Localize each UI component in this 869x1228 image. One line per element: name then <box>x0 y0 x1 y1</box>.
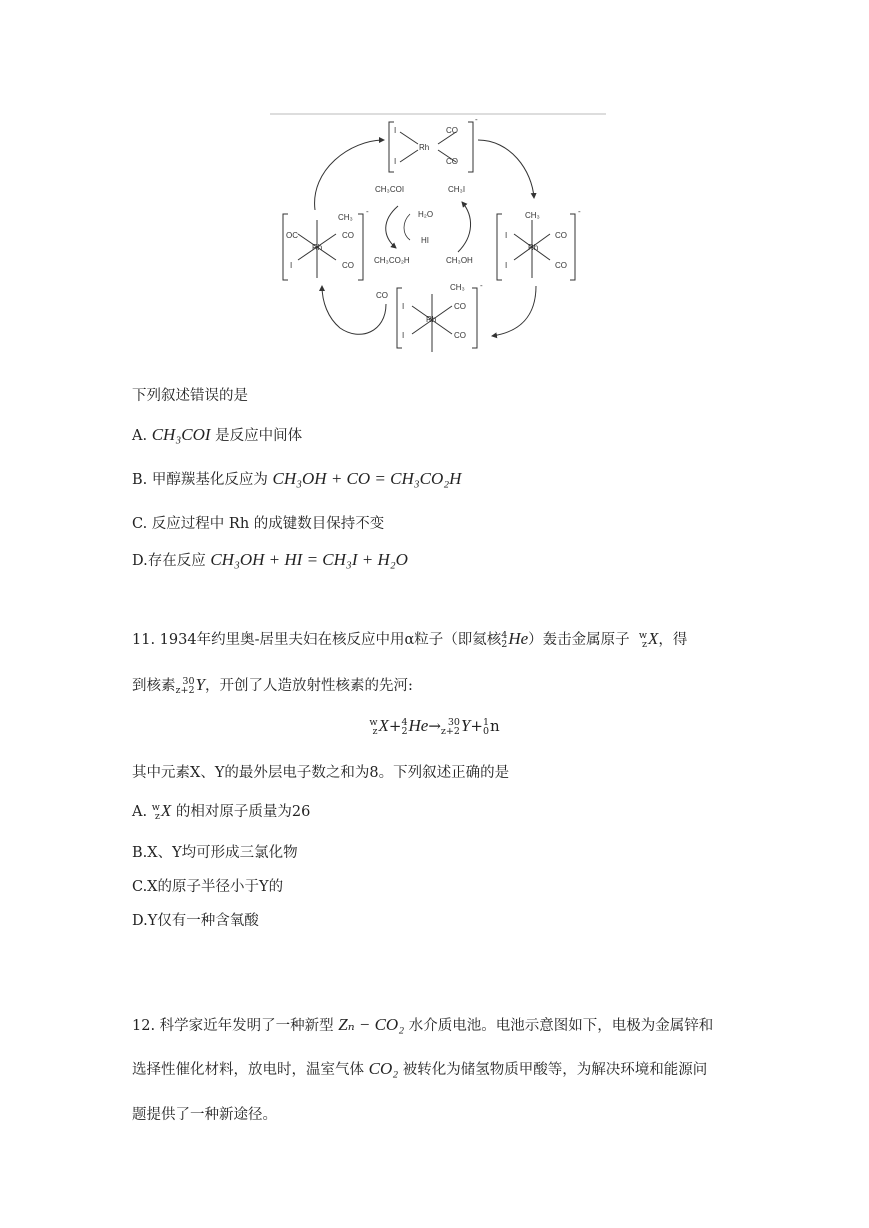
text-segment: 水介质电池。电池示意图如下，电极为金属锌和 <box>408 1018 714 1034</box>
nuclide-x-indices: w z <box>638 630 647 650</box>
q12-line3: 题提供了一种新途径。 <box>132 1107 277 1123</box>
label-ch3coi: CH₃COI <box>375 185 405 194</box>
symbol-y: Y <box>195 675 205 694</box>
symbol-he: He <box>508 629 529 648</box>
q11-option-d: D.Y仅有一种含氧酸 <box>132 913 259 929</box>
label-i: I <box>290 261 293 270</box>
label-co: CO <box>555 261 567 270</box>
option-text: 是反应中间体 <box>215 428 303 444</box>
label-minus: - <box>578 207 581 216</box>
label-co: CO <box>454 302 466 311</box>
q10-option-d <box>132 549 408 570</box>
q10-option-c: C. 反应过程中 Rh 的成键数目保持不变 <box>132 516 385 532</box>
q10-option-a <box>132 424 302 445</box>
q11-intro-line2 <box>132 674 413 695</box>
label-rh: Rh <box>528 243 539 252</box>
q12-line1 <box>132 1014 713 1035</box>
label-ch3oh: CH₃OH <box>446 256 473 265</box>
rh-complex-bottom <box>397 281 483 352</box>
q12-line2 <box>132 1058 707 1079</box>
nuclear-equation: w z X+ 4 2 He→ 30 z+2 Y+ 1 0 n <box>369 716 500 737</box>
q10-option-b <box>132 468 461 489</box>
label-ch3: CH₃ <box>525 211 540 220</box>
nuclide-he-indices: 4 2 <box>501 630 508 650</box>
text-segment: 到核素 <box>132 678 176 694</box>
label-co: CO <box>555 231 567 240</box>
label-co: CO <box>342 261 354 270</box>
label-i: I <box>394 157 397 166</box>
label-co: CO <box>376 291 388 300</box>
label-minus: - <box>366 207 369 216</box>
rh-catalytic-cycle-diagram <box>270 110 610 360</box>
label-co: CO <box>342 231 354 240</box>
label-i: I <box>402 302 405 311</box>
label-ch3i: CH₃I <box>448 185 466 194</box>
formula-zn-co2: Zₙ − CO₂ <box>338 1015 405 1034</box>
option-label: A. <box>132 804 148 820</box>
text-segment: ）轰击金属原子 <box>528 632 630 648</box>
text-segment: 11. 1934年约里奥-居里夫妇在核反应中用α粒子（即氦核 <box>132 632 502 648</box>
q11-intro-line1 <box>132 628 687 649</box>
label-ch3: CH₃ <box>338 213 353 222</box>
label-ch3co2h: CH₃CO₂H <box>374 256 410 265</box>
label-rh: Rh <box>312 243 323 252</box>
q11-option-b: B.X、Y均可形成三氯化物 <box>132 845 298 861</box>
label-minus: - <box>480 281 483 290</box>
q11-option-c: C.X的原子半径小于Y的 <box>132 879 284 895</box>
label-rh: Rh <box>419 143 430 152</box>
text-segment: 12. 科学家近年发明了一种新型 <box>132 1018 334 1034</box>
label-hi: HI <box>421 236 429 245</box>
label-co: CO <box>446 157 458 166</box>
option-text: 的相对原子质量为26 <box>175 804 311 820</box>
rh-complex-top <box>389 115 478 172</box>
label-i: I <box>505 231 508 240</box>
label-rh: Rh <box>426 315 437 324</box>
label-i: I <box>505 261 508 270</box>
text-segment: ，得 <box>658 632 688 648</box>
option-text: B. 甲醇羰基化反应为 <box>132 472 268 488</box>
label-i: I <box>394 126 397 135</box>
label-co: CO <box>454 331 466 340</box>
option-label: A. <box>132 428 148 444</box>
q11-condition: 其中元素X、Y的最外层电子数之和为8。下列叙述正确的是 <box>132 765 510 781</box>
label-i: I <box>402 331 405 340</box>
formula-ch3coi: CH₃COI <box>151 425 211 444</box>
formula-co2: CO₂ <box>368 1059 399 1078</box>
nuclide-y-indices: 30 z+2 <box>175 676 195 696</box>
formula-methanol-carbonylation: CH₃OH + CO = CH₃CO₂H <box>272 469 462 488</box>
label-oc: OC <box>286 231 298 240</box>
label-minus: - <box>475 115 478 124</box>
label-h2o: H₂O <box>418 210 434 219</box>
inner-cycle <box>374 185 473 265</box>
label-co: CO <box>446 126 458 135</box>
text-segment: 被转化为储氢物质甲酸等，为解决环境和能源问 <box>402 1062 708 1078</box>
q11-option-a: A. w z X 的相对原子质量为26 <box>132 801 311 822</box>
formula-methanol-hi: CH₃OH + HI = CH₃I + H₂O <box>210 550 408 569</box>
rh-complex-right <box>497 207 581 280</box>
text-segment: 选择性催化材料，放电时，温室气体 <box>132 1062 364 1078</box>
rh-complex-left <box>283 207 369 280</box>
text-segment: ，开创了人造放射性核素的先河: <box>204 678 413 694</box>
q10-prompt: 下列叙述错误的是 <box>132 388 248 404</box>
option-text: D.存在反应 <box>132 553 206 569</box>
label-ch3: CH₃ <box>450 283 465 292</box>
symbol-x: X <box>648 629 659 648</box>
